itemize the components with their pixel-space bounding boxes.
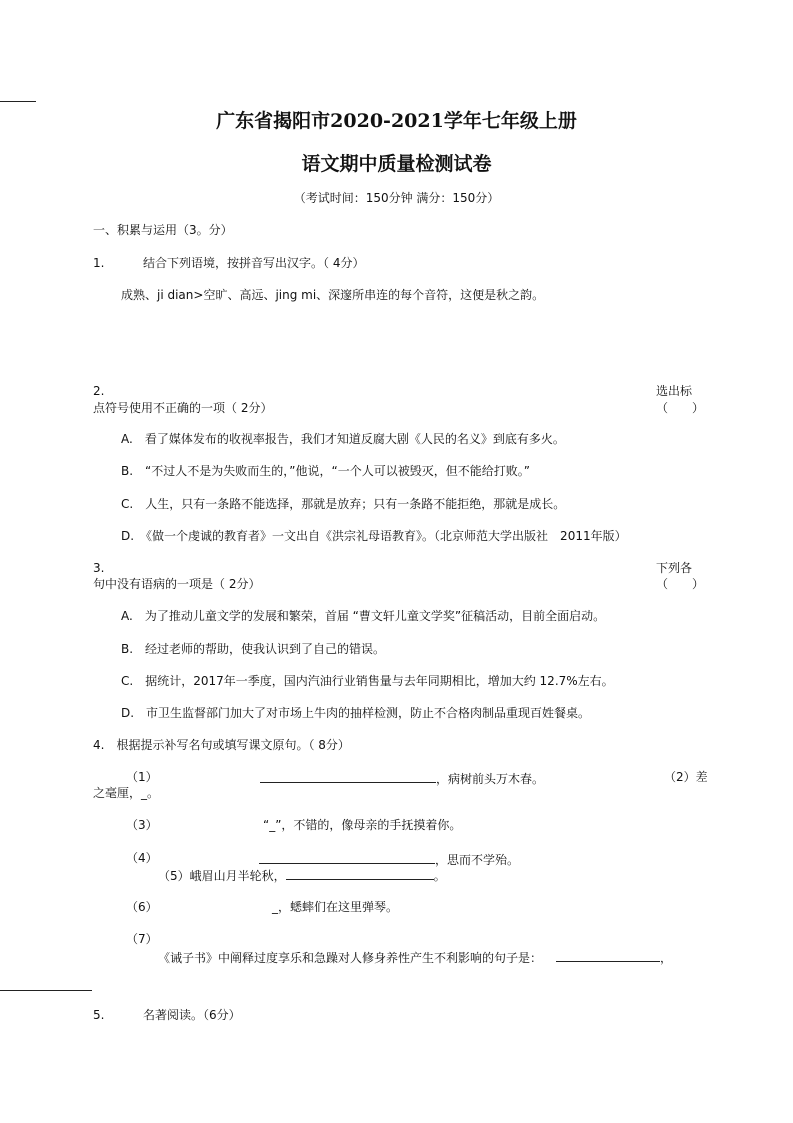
q4-item4-after: ，思而不学殆。: [435, 853, 520, 867]
q2-option-b: B. “不过人不是为失败而生的，”他说，“一个人可以被毁灭，但不能给打败。”: [121, 464, 530, 478]
q4-item1-label: （1）: [126, 770, 158, 784]
q4-item5-text: （5）峨眉山月半轮秋，: [158, 869, 286, 883]
q4-item1-line: [260, 770, 544, 786]
q5-number: 5.: [93, 1008, 105, 1022]
page-title-line2: 语文期中质量检测试卷: [301, 153, 492, 175]
q5-prompt: 名著阅读。（6分）: [143, 1008, 241, 1022]
q1-text: 成熟、ji dian>空旷、高远、jing mi、深邃所串连的每个音符，这便是秋之韵。: [121, 288, 545, 302]
exam-info: （考试时间：150分钟 满分：150分）: [293, 191, 500, 205]
q4-item6-text: _，蟋蟀们在这里弹琴。: [272, 900, 399, 914]
top-left-rule: [0, 101, 36, 102]
q4-item7-end: ，: [660, 951, 673, 965]
section-heading: 一、积累与运用（3。分）: [93, 223, 233, 237]
q4-item2-label: （2）差: [664, 770, 708, 784]
q2-option-d: D. 《做一个虔诚的教育者》一文出自《洪宗礼母语教育》。（北京师范大学出版社 2011年版）: [121, 529, 627, 543]
q4-item1-blank: [260, 770, 436, 783]
q4-item3-text: “_”，不错的，像母亲的手抚摸着你。: [263, 818, 462, 832]
q4-item4-label: （4）: [126, 851, 158, 865]
q3-number: 3.: [93, 561, 105, 575]
q3-answer-paren: （ ）: [656, 577, 705, 591]
q4-item7-blank: [556, 949, 660, 962]
q3-option-c: C. 据统计，2017年一季度，国内汽油行业销售量与去年同期相比，增加大约 12.7%左右。: [121, 674, 614, 688]
q4-item7-line: [158, 949, 672, 965]
q3-right-top: 下列各: [656, 561, 693, 575]
q4-item6-label: （6）: [126, 900, 158, 914]
page-title-line1: 广东省揭阳市2020-2021学年七年级上册: [216, 110, 577, 132]
q3-option-b: B. 经过老师的帮助，使我认识到了自己的错误。: [121, 642, 386, 656]
q3-option-a: A. 为了推动儿童文学的发展和繁荣，首届 “曹文轩儿童文学奖”征稿活动，目前全面启动。: [121, 609, 606, 623]
q4-item1-after: ，病树前头万木春。: [436, 772, 545, 786]
q4-item4-line: [259, 851, 519, 867]
q2-right-top: 选出标: [656, 384, 693, 398]
q3-option-d: D. 市卫生监督部门加大了对市场上牛肉的抽样检测，防止不合格肉制品重现百姓餐桌。: [121, 706, 591, 720]
q4-item4-blank: [259, 851, 435, 864]
q4-item3-label: （3）: [126, 818, 158, 832]
q4-item7-text: 《诫子书》中阐释过度享乐和急躁对人修身养性产生不利影响的句子是：: [158, 951, 543, 965]
q2-prompt: 点符号使用不正确的一项（ 2分）: [93, 401, 273, 415]
q4-prompt: 4. 根据提示补写名句或填写课文原句。（ 8分）: [93, 738, 350, 752]
q3-prompt: 句中没有语病的一项是（ 2分）: [93, 577, 261, 591]
q4-item7-label: （7）: [126, 932, 158, 946]
bottom-left-rule: [0, 990, 92, 991]
q4-item5-end: 。: [433, 869, 446, 883]
q2-option-c: C. 人生，只有一条路不能选择，那就是放弃；只有一条路不能拒绝，那就是成长。: [121, 497, 566, 511]
q2-answer-paren: （ ）: [656, 401, 705, 415]
q1-prompt: 结合下列语境，按拼音写出汉字。（ 4分）: [143, 256, 365, 270]
q2-option-a: A. 看了媒体发布的收视率报告，我们才知道反腐大剧《人民的名义》到底有多火。: [121, 432, 565, 446]
q4-item5-blank: [286, 867, 434, 880]
q1-number: 1.: [93, 256, 105, 270]
q2-number: 2.: [93, 384, 105, 398]
q4-item2-text: 之毫厘，_。: [93, 786, 160, 800]
q4-item5-line: [158, 867, 446, 883]
